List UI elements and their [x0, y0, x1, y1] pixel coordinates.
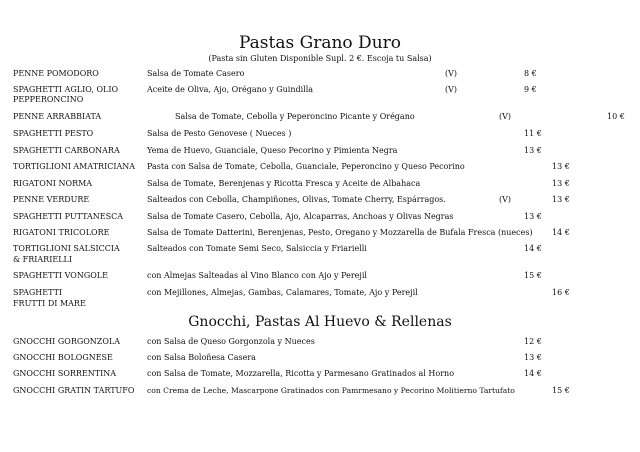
section-title-pastas: Pastas Grano Duro — [239, 33, 401, 53]
dish-description: Salteados con Cebolla, Champiñones, Olivas, Tomate Cherry, Espárragos. — [147, 195, 446, 204]
dish-description: Salsa de Pesto Genovese ( Nueces ) — [147, 129, 292, 138]
vegetarian-mark: (V) — [445, 85, 458, 94]
dish-description: con Salsa Boloñesa Casera — [147, 353, 256, 362]
dish-name: SPAGHETTI — [13, 288, 63, 297]
dish-name: SPAGHETTI CARBONARA — [13, 146, 120, 155]
dish-name: GNOCCHI GRATIN TARTUFO — [13, 386, 135, 395]
dish-price: 12 € — [524, 337, 542, 346]
dish-description: Salsa de Tomate Datterini, Berenjenas, Pesto, Oregano y Mozzarella de Bufala Fresca (nueces) — [147, 228, 533, 237]
dish-price: 14 € — [524, 244, 542, 253]
dish-description: Yema de Huevo, Guanciale, Queso Pecorino y Pimienta Negra — [147, 146, 398, 155]
dish-price: 13 € — [524, 353, 542, 362]
dish-description: con Salsa de Tomate, Mozzarella, Ricotta y Parmesano Gratinados al Horno — [147, 369, 455, 378]
dish-name-line2: FRUTTI DI MARE — [13, 299, 86, 308]
vegetarian-mark: (V) — [445, 69, 458, 78]
dish-price: 15 € — [552, 386, 570, 395]
dish-description: con Salsa de Queso Gorgonzola y Nueces — [147, 337, 315, 346]
dish-price: 13 € — [552, 195, 570, 204]
dish-price: 15 € — [524, 271, 542, 280]
dish-description: Aceite de Oliva, Ajo, Orégano y Guindilla — [147, 85, 314, 94]
dish-price: 13 € — [552, 179, 570, 188]
section-subtitle: (Pasta sin Gluten Disponible Supl. 2 €. Escoja tu Salsa) — [208, 54, 432, 63]
dish-price: 16 € — [552, 288, 570, 297]
dish-price: 11 € — [524, 129, 542, 138]
dish-price: 13 € — [524, 146, 542, 155]
dish-description: Salsa de Tomate Casero, Cebolla, Ajo, Alcaparras, Anchoas y Olivas Negras — [147, 212, 454, 221]
dish-name: RIGATONI TRICOLORE — [13, 228, 110, 237]
dish-name: SPAGHETTI PESTO — [13, 129, 94, 138]
dish-name: RIGATONI NORMA — [13, 179, 93, 188]
dish-description: Salsa de Tomate, Berenjenas y Ricotta Fresca y Aceite de Albahaca — [147, 179, 421, 188]
dish-price: 14 € — [552, 228, 570, 237]
dish-price: 10 € — [607, 112, 625, 121]
dish-price: 13 € — [524, 212, 542, 221]
dish-price: 9 € — [524, 85, 537, 94]
dish-description: Salsa de Tomate Casero — [147, 69, 245, 78]
section-title-gnocchi: Gnocchi, Pastas Al Huevo & Rellenas — [188, 314, 452, 330]
dish-price: 13 € — [552, 162, 570, 171]
dish-description: Salteados con Tomate Semi Seco, Salsiccia y Friarielli — [147, 244, 367, 253]
vegetarian-mark: (V) — [499, 195, 512, 204]
dish-name: SPAGHETTI PUTTANESCA — [13, 212, 123, 221]
dish-price: 14 € — [524, 369, 542, 378]
dish-description: Salsa de Tomate, Cebolla y Peperoncino Picante y Orégano — [175, 112, 415, 121]
dish-description: Pasta con Salsa de Tomate, Cebolla, Guanciale, Peperoncino y Queso Pecorino — [147, 162, 465, 171]
dish-name: PENNE VERDURE — [13, 195, 90, 204]
dish-name: GNOCCHI GORGONZOLA — [13, 337, 120, 346]
vegetarian-mark: (V) — [499, 112, 512, 121]
dish-name: SPAGHETTI VONGOLE — [13, 271, 108, 280]
dish-name: TORTIGLIONI AMATRICIANA — [13, 162, 136, 171]
dish-name-line2: & FRIARIELLI — [13, 255, 72, 264]
dish-description: con Mejillones, Almejas, Gambas, Calamares, Tomate, Ajo y Perejil — [147, 288, 418, 297]
dish-name: PENNE POMODORO — [13, 69, 99, 78]
dish-name: GNOCCHI SORRENTINA — [13, 369, 117, 378]
dish-description: con Almejas Salteadas al Vino Blanco con Ajo y Perejil — [147, 271, 367, 280]
dish-description: con Crema de Leche, Mascarpone Gratinados con Pamrmesano y Pecorino Molitierno Tartufato — [147, 386, 515, 395]
dish-name: TORTIGLIONI SALSICCIA — [13, 244, 120, 253]
dish-name: PENNE ARRABBIATA — [13, 112, 102, 121]
dish-name: GNOCCHI BOLOGNESE — [13, 353, 113, 362]
dish-price: 8 € — [524, 69, 537, 78]
dish-name-line2: PEPPERONCINO — [13, 95, 84, 104]
dish-name: SPAGHETTI AGLIO, OLIO — [13, 85, 119, 94]
